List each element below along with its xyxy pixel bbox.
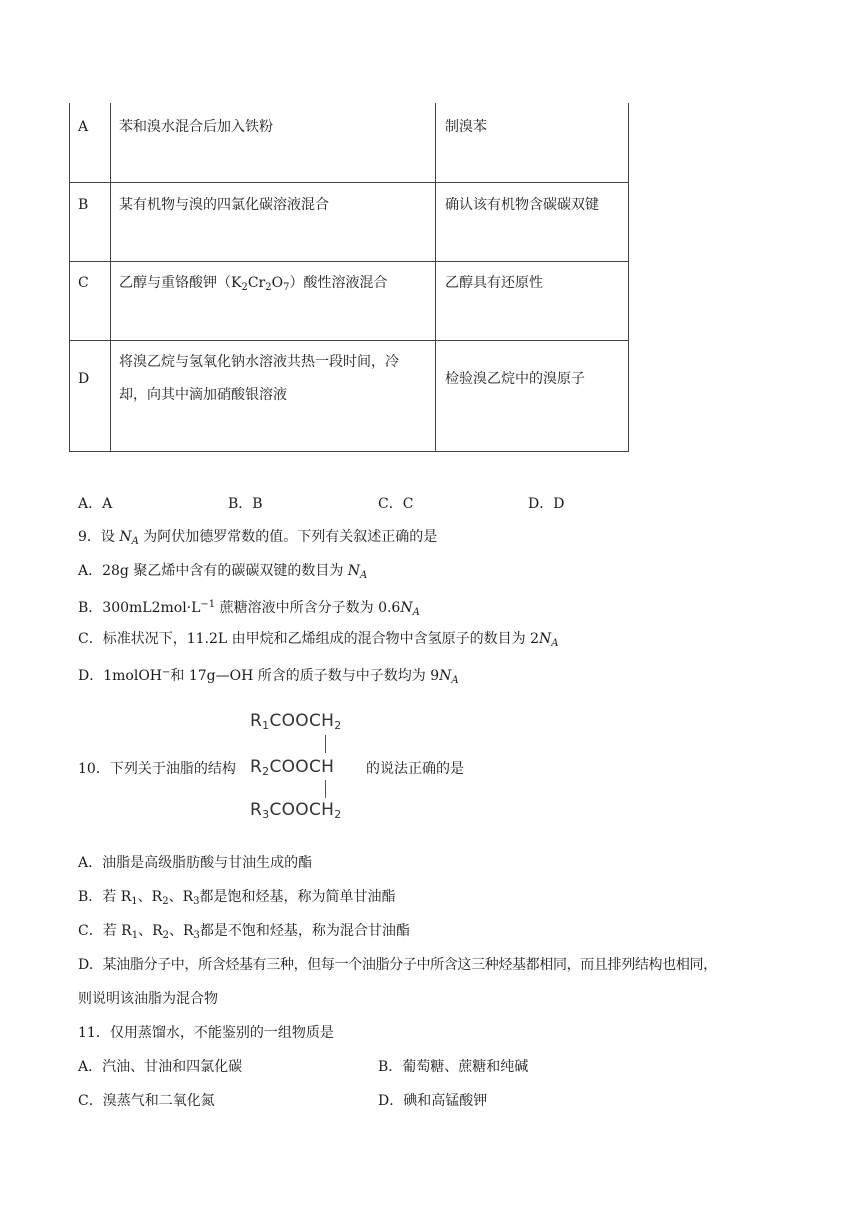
row-a-purpose: 制溴苯	[445, 119, 487, 135]
q9-option-b: B．$300mL2mol\cdot L^{-1}$ 蔗糖溶液中所含分子数为 $0.6N_A$	[78, 599, 420, 618]
q10-option-c: C．若 $R_1$、$R_2$、$R_3$都是不饱和烃基，称为混合甘油酯	[78, 923, 410, 941]
row-c-purpose: 乙醇具有还原性	[445, 275, 543, 291]
structure-row-3: $R_3COOCH_2$	[250, 800, 342, 821]
q10-option-d-line1: D．某油脂分子中，所含烃基有三种，但每一个油脂分子中所含这三种烃基都相同，而且排列结构也相同，	[78, 957, 717, 973]
row-d-label: D	[78, 371, 90, 387]
q10-option-d-line2: 则说明该油脂为混合物	[78, 991, 218, 1007]
q10-stem-post: 的说法正确的是	[366, 761, 464, 777]
row-c-operation: 乙醇与重铬酸钾$(K_2Cr_2O_7)$酸性溶液混合	[119, 275, 388, 293]
structure-row-1: $R_1COOCH_2$	[250, 711, 342, 732]
q11-option-d: D．碘和高锰酸钾	[378, 1093, 488, 1109]
q9-option-c: C．标准状况下，11.2L 由甲烷和乙烯组成的混合物中含氢原子的数目为 $2N_A$	[78, 631, 559, 649]
q8-option-c: C．C	[378, 496, 414, 512]
q8-option-b: B．B	[228, 496, 263, 512]
q8-option-a: A．A	[78, 496, 113, 512]
q10-stem-pre: 10．下列关于油脂的结构	[78, 761, 236, 777]
row-c-label: C	[78, 275, 89, 291]
row-d-purpose: 检验溴乙烷中的溴原子	[445, 371, 585, 387]
q9-option-d: D．1molOH−和 17g—OH 所含的质子数与中子数均为 $9N_A$	[78, 667, 459, 686]
q9-option-a: A．28g 聚乙烯中含有的碳碳双键的数目为 $N_A$	[78, 563, 368, 581]
row-a-label: A	[78, 119, 89, 135]
q8-option-d: D．D	[528, 496, 565, 512]
q9-stem: 9．设 $N_A$ 为阿伏加德罗常数的值。下列有关叙述正确的是	[78, 529, 438, 547]
row-b-purpose: 确认该有机物含碳碳双键	[445, 197, 599, 213]
bond-line-upper	[325, 735, 326, 753]
row-b-operation: 某有机物与溴的四氯化碳溶液混合	[119, 197, 329, 213]
q10-option-a: A．油脂是高级脂肪酸与甘油生成的酯	[78, 855, 313, 871]
row-a-operation: 苯和溴水混合后加入铁粉	[119, 119, 273, 135]
q11-option-c: C．溴蒸气和二氧化氮	[78, 1093, 215, 1109]
q11-option-a: A．汽油、甘油和四氯化碳	[78, 1059, 243, 1075]
row-d-operation-line1: 将溴乙烷与氢氧化钠水溶液共热一段时间，冷	[119, 354, 399, 370]
q10-option-b: B．若 $R_1$、$R_2$、$R_3$都是饱和烃基，称为简单甘油酯	[78, 889, 396, 907]
q11-stem: 11．仅用蒸馏水，不能鉴别的一组物质是	[78, 1025, 334, 1041]
row-d-operation-line2: 却，向其中滴加硝酸银溶液	[119, 387, 287, 403]
bond-line-lower	[325, 780, 326, 798]
q11-option-b: B．葡萄糖、蔗糖和纯碱	[378, 1059, 529, 1075]
structure-row-2: $R_2COOCH$	[250, 757, 335, 778]
row-b-label: B	[78, 197, 89, 213]
